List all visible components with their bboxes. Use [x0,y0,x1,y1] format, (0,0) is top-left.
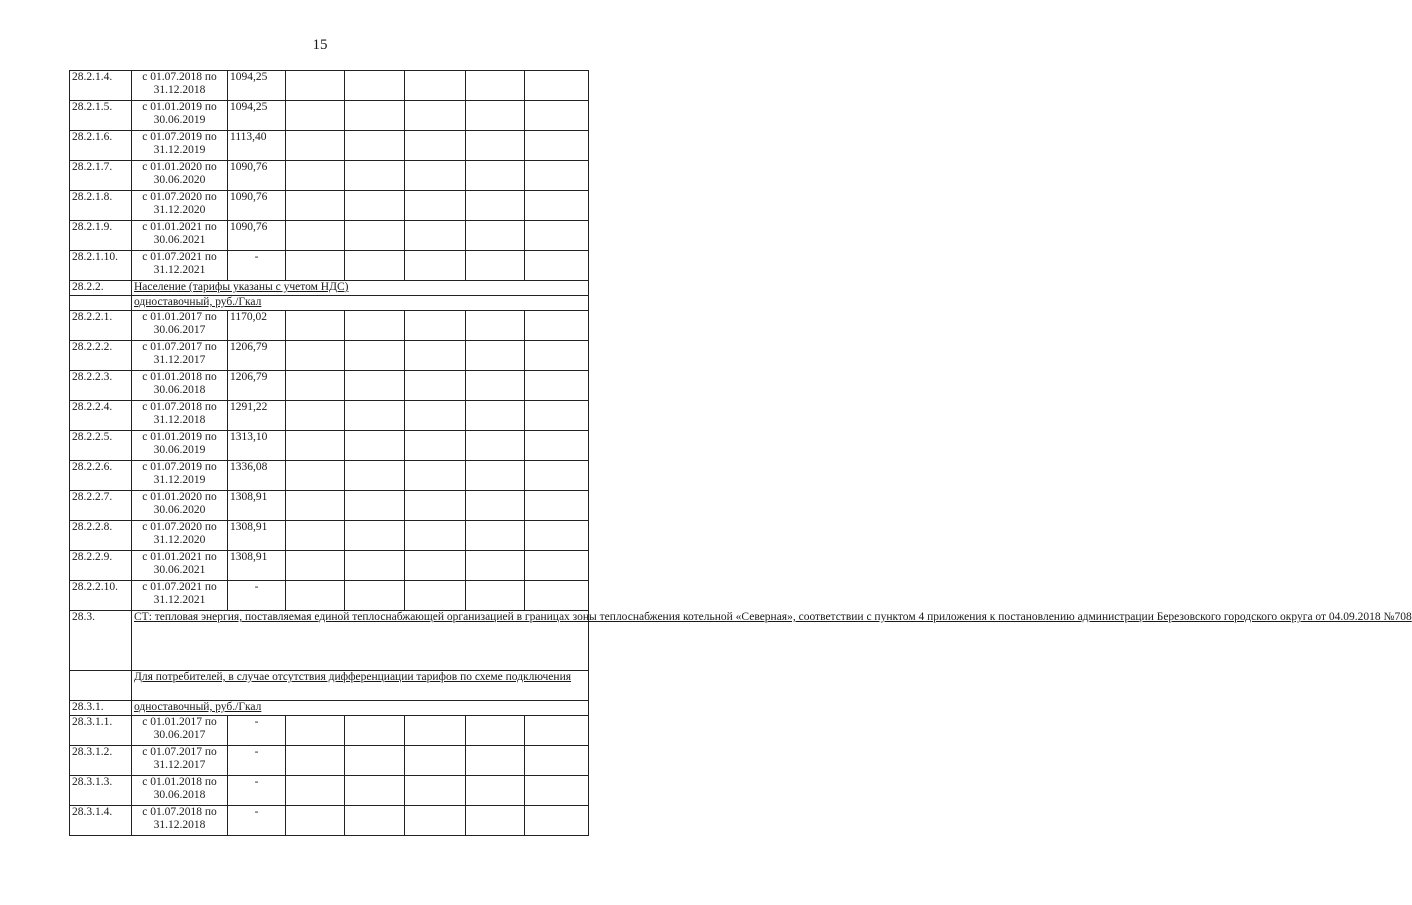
period-end: 30.06.2021 [153,234,206,246]
empty-cell [405,431,466,461]
row-number: 28.2.2.5. [70,431,132,461]
table-row [70,101,589,131]
row-number: 28.2.1.4. [70,71,132,101]
period-start: с 01.07.2019 по [142,131,217,143]
empty-cell [345,341,405,371]
period-cell [132,716,228,746]
empty-cell [405,551,466,581]
row-number: 28.2.2.7. [70,491,132,521]
empty-cell [525,581,589,611]
empty-cell [286,71,345,101]
table-row [70,161,589,191]
table-row [70,746,589,776]
tariff-value: 1313,10 [228,431,286,461]
empty-cell [286,251,345,281]
period-end: 30.06.2018 [153,789,206,801]
table-row [70,461,589,491]
empty-cell [345,491,405,521]
empty-cell [286,101,345,131]
empty-cell [405,311,466,341]
empty-cell [466,341,525,371]
table-row [70,611,589,671]
empty-cell [345,251,405,281]
tariff-value: 1206,79 [228,371,286,401]
period-end: 31.12.2018 [153,819,206,831]
empty-cell [525,161,589,191]
empty-cell [345,461,405,491]
row-number: 28.2.1.9. [70,221,132,251]
tariff-value: 1308,91 [228,521,286,551]
period-start: с 01.01.2020 по [142,161,217,173]
tariff-value: 1094,25 [228,71,286,101]
empty-cell [286,131,345,161]
empty-cell [525,521,589,551]
empty-cell [345,311,405,341]
empty-cell [286,776,345,806]
period-end: 30.06.2020 [153,504,206,516]
empty-cell [466,101,525,131]
empty-cell [466,161,525,191]
table-row [70,701,589,716]
empty-cell [525,251,589,281]
empty-cell [345,806,405,836]
empty-cell [405,371,466,401]
table-row [70,401,589,431]
tariff-value: - [228,251,286,281]
empty-cell [466,746,525,776]
row-text-content: одноставочный, руб./Гкал [134,701,262,713]
empty-cell [345,776,405,806]
period-start: с 01.01.2021 по [142,221,217,233]
empty-cell [525,341,589,371]
consumer-note [132,671,589,701]
table-row [70,371,589,401]
tariff-table [69,70,1412,836]
period-end: 30.06.2017 [153,729,206,741]
tariff-value: 1336,08 [228,461,286,491]
period-cell [132,461,228,491]
empty-cell [286,716,345,746]
rate-type-label [132,296,589,311]
empty-cell [286,221,345,251]
empty-cell [286,581,345,611]
period-cell [132,806,228,836]
period-start: с 01.01.2017 по [142,311,217,323]
period-cell [132,371,228,401]
empty-cell [466,776,525,806]
row-number: 28.2.1.7. [70,161,132,191]
period-cell [132,221,228,251]
period-cell [132,581,228,611]
empty-cell [345,101,405,131]
empty-cell [525,461,589,491]
empty-cell [345,746,405,776]
table-row [70,671,589,701]
table-row [70,296,589,311]
row-number: 28.3.1.4. [70,806,132,836]
period-cell [132,71,228,101]
empty-cell [525,431,589,461]
period-end: 31.12.2019 [153,474,206,486]
empty-cell [466,521,525,551]
empty-cell [466,221,525,251]
empty-cell [345,161,405,191]
empty-cell [525,131,589,161]
empty-cell [466,311,525,341]
period-end: 31.12.2021 [153,264,206,276]
empty-cell [405,461,466,491]
period-cell [132,521,228,551]
period-cell [132,101,228,131]
period-start: с 01.01.2019 по [142,431,217,443]
empty-cell [525,551,589,581]
empty-cell [345,71,405,101]
row-number: 28.3.1.1. [70,716,132,746]
table-row [70,71,589,101]
tariff-value: - [228,776,286,806]
row-text-content: Для потребителей, в случае отсутствия дифференциации тарифов по схеме подключения [134,671,572,683]
empty-cell [286,311,345,341]
empty-cell [525,71,589,101]
row-number: 28.2.2.8. [70,521,132,551]
empty-cell [466,371,525,401]
empty-cell [405,71,466,101]
row-number: 28.2.1.6. [70,131,132,161]
row-number: 28.3.1.3. [70,776,132,806]
empty-cell [405,131,466,161]
section-description [132,611,1412,671]
row-number [70,671,132,701]
tariff-value: 1090,76 [228,221,286,251]
period-end: 30.06.2021 [153,564,206,576]
table-row [70,341,589,371]
category-header [132,281,589,296]
period-end: 31.12.2017 [153,759,206,771]
empty-cell [345,401,405,431]
period-start: с 01.07.2019 по [142,461,217,473]
row-number: 28.2.2. [70,281,132,296]
tariff-value: 1206,79 [228,341,286,371]
empty-cell [405,401,466,431]
empty-cell [286,521,345,551]
empty-cell [345,551,405,581]
empty-cell [286,806,345,836]
empty-cell [525,371,589,401]
empty-cell [286,161,345,191]
empty-cell [345,716,405,746]
empty-cell [345,581,405,611]
empty-cell [286,461,345,491]
row-number: 28.2.1.10. [70,251,132,281]
period-start: с 01.01.2019 по [142,101,217,113]
empty-cell [466,581,525,611]
empty-cell [345,431,405,461]
period-start: с 01.07.2018 по [142,401,217,413]
empty-cell [525,221,589,251]
rate-type-label [132,701,589,716]
row-number: 28.2.2.2. [70,341,132,371]
period-start: с 01.07.2017 по [142,746,217,758]
empty-cell [466,191,525,221]
empty-cell [525,746,589,776]
row-number: 28.2.2.9. [70,551,132,581]
empty-cell [286,371,345,401]
empty-cell [466,491,525,521]
period-end: 30.06.2020 [153,174,206,186]
table-row [70,551,589,581]
period-start: с 01.07.2018 по [142,71,217,83]
row-text-content: одноставочный, руб./Гкал [134,296,262,308]
row-number: 28.2.2.10. [70,581,132,611]
period-cell [132,551,228,581]
empty-cell [405,806,466,836]
empty-cell [405,341,466,371]
period-cell [132,746,228,776]
empty-cell [286,191,345,221]
empty-cell [286,341,345,371]
period-start: с 01.01.2018 по [142,776,217,788]
empty-cell [405,746,466,776]
period-end: 30.06.2019 [153,114,206,126]
empty-cell [405,776,466,806]
tariff-value: 1308,91 [228,551,286,581]
tariff-value: 1291,22 [228,401,286,431]
period-end: 30.06.2017 [153,324,206,336]
empty-cell [466,461,525,491]
empty-cell [405,101,466,131]
period-end: 31.12.2021 [153,594,206,606]
empty-cell [525,806,589,836]
table-row [70,431,589,461]
period-cell [132,431,228,461]
empty-cell [466,131,525,161]
period-cell [132,401,228,431]
empty-cell [345,371,405,401]
empty-cell [466,431,525,461]
empty-cell [466,401,525,431]
row-number: 28.2.2.6. [70,461,132,491]
period-start: с 01.01.2018 по [142,371,217,383]
tariff-value: - [228,581,286,611]
empty-cell [405,581,466,611]
empty-cell [525,311,589,341]
table-row [70,581,589,611]
tariff-value: 1308,91 [228,491,286,521]
table-row [70,716,589,746]
period-end: 31.12.2019 [153,144,206,156]
table-row [70,311,589,341]
period-start: с 01.07.2020 по [142,521,217,533]
empty-cell [286,401,345,431]
empty-cell [405,491,466,521]
period-cell [132,191,228,221]
table-row [70,221,589,251]
period-start: с 01.01.2021 по [142,551,217,563]
empty-cell [525,191,589,221]
empty-cell [525,776,589,806]
period-end: 31.12.2020 [153,534,206,546]
row-text-content: Население (тарифы указаны с учетом НДС) [134,281,349,293]
table-row [70,776,589,806]
empty-cell [345,221,405,251]
empty-cell [405,521,466,551]
empty-cell [405,251,466,281]
period-start: с 01.07.2017 по [142,341,217,353]
period-cell [132,161,228,191]
period-cell [132,131,228,161]
empty-cell [405,161,466,191]
row-number: 28.2.2.3. [70,371,132,401]
tariff-value: 1113,40 [228,131,286,161]
page-number: 15 [312,37,328,53]
row-number [70,296,132,311]
empty-cell [345,191,405,221]
row-number: 28.2.2.1. [70,311,132,341]
period-cell [132,311,228,341]
empty-cell [286,551,345,581]
empty-cell [286,491,345,521]
empty-cell [525,401,589,431]
period-cell [132,491,228,521]
period-cell [132,776,228,806]
period-start: с 01.01.2020 по [142,491,217,503]
row-number: 28.2.2.4. [70,401,132,431]
period-end: 31.12.2018 [153,414,206,426]
period-cell [132,251,228,281]
empty-cell [525,491,589,521]
row-number: 28.3. [70,611,132,671]
period-start: с 01.07.2018 по [142,806,217,818]
period-start: с 01.07.2021 по [142,581,217,593]
table-row [70,806,589,836]
empty-cell [345,131,405,161]
table-row [70,521,589,551]
empty-cell [405,191,466,221]
empty-cell [286,746,345,776]
empty-cell [405,221,466,251]
empty-cell [525,101,589,131]
empty-cell [525,716,589,746]
period-start: с 01.07.2020 по [142,191,217,203]
tariff-value: - [228,746,286,776]
row-number: 28.2.1.8. [70,191,132,221]
tariff-value: 1090,76 [228,161,286,191]
period-start: с 01.07.2021 по [142,251,217,263]
empty-cell [345,521,405,551]
row-number: 28.2.1.5. [70,101,132,131]
tariff-value: - [228,716,286,746]
empty-cell [466,71,525,101]
table-row [70,251,589,281]
tariff-value: - [228,806,286,836]
period-end: 30.06.2019 [153,444,206,456]
row-text-content: СТ: тепловая энергия, поставляемая единой теплоснабжающей организацией в границах зоны теплоснабжения котельной «Северная», соответствии с пунктом 4 приложения к постановлению администрации Березовского городского округа от 04.09.2018 №708 [134,611,1412,623]
period-end: 31.12.2018 [153,84,206,96]
tariff-value: 1094,25 [228,101,286,131]
period-start: с 01.01.2017 по [142,716,217,728]
empty-cell [286,431,345,461]
period-end: 30.06.2018 [153,384,206,396]
empty-cell [466,251,525,281]
row-number: 28.3.1.2. [70,746,132,776]
table-row [70,131,589,161]
empty-cell [466,551,525,581]
empty-cell [466,716,525,746]
empty-cell [405,716,466,746]
row-number: 28.3.1. [70,701,132,716]
tariff-value: 1090,76 [228,191,286,221]
period-cell [132,341,228,371]
table-row [70,491,589,521]
empty-cell [466,806,525,836]
period-end: 31.12.2020 [153,204,206,216]
tariff-value: 1170,02 [228,311,286,341]
table-row [70,281,589,296]
table-row [70,191,589,221]
period-end: 31.12.2017 [153,354,206,366]
